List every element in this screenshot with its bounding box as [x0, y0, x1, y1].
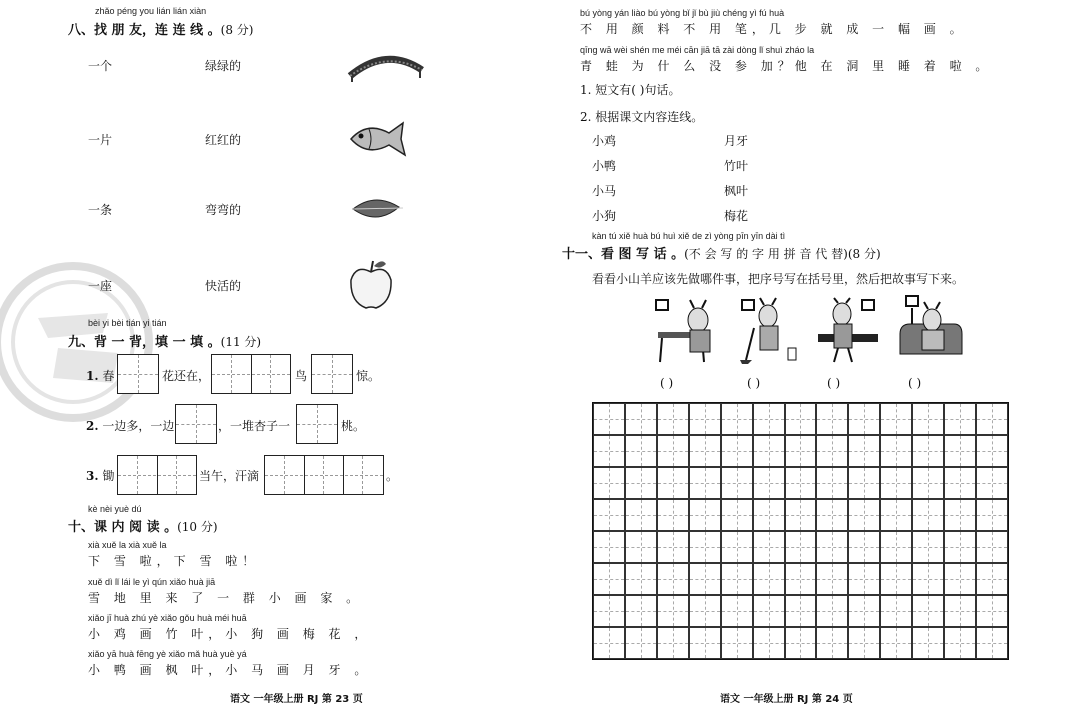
grid-cell[interactable]	[976, 499, 1008, 531]
grid-cell[interactable]	[593, 627, 625, 659]
grid-cell[interactable]	[721, 499, 753, 531]
grid-cell[interactable]	[689, 627, 721, 659]
s8-title	[68, 19, 253, 38]
s9-pinyin: bèi yi bèi tián yi tián	[88, 318, 167, 328]
grid-cell[interactable]	[721, 435, 753, 467]
s9-q1-a: 春	[102, 369, 115, 383]
reading-pinyin: xiǎo jī huà zhú yè xiǎo gǒu huà méi huā	[88, 613, 247, 623]
grid-cell[interactable]	[944, 627, 976, 659]
match-col2-item: 竹叶	[724, 159, 749, 173]
grid-cell[interactable]	[753, 499, 785, 531]
s10-pinyin: kè nèi yuè dú	[88, 504, 142, 514]
order-answer[interactable]: ( )	[827, 376, 841, 390]
s9-q3-prefix	[86, 467, 114, 484]
grid-cell[interactable]	[657, 403, 689, 435]
s9-q1-prefix	[86, 367, 114, 384]
leaf-icon	[351, 196, 403, 222]
s9-score: (11 分)	[220, 335, 262, 349]
s9-title-text: 九、背 一 背，填 一 填 。	[68, 335, 221, 350]
writing-grid[interactable]	[592, 402, 1009, 660]
grid-cell[interactable]	[657, 531, 689, 563]
reading-pinyin: xià xuě la xià xuě la	[88, 540, 167, 550]
match-col2-item: 月牙	[724, 134, 749, 148]
answer-box[interactable]	[175, 404, 217, 444]
grid-cell[interactable]	[976, 467, 1008, 499]
grid-cell[interactable]	[625, 531, 657, 563]
s8-col2-item: 红红的	[205, 133, 242, 147]
grid-cell[interactable]	[848, 531, 880, 563]
s8-col1-item: 一条	[88, 203, 113, 217]
grid-cell[interactable]	[721, 627, 753, 659]
grid-cell[interactable]	[625, 435, 657, 467]
answer-box[interactable]	[211, 354, 291, 394]
grid-cell[interactable]	[625, 403, 657, 435]
right-q1: 1. 短文有( )句话。	[580, 83, 681, 97]
grid-cell[interactable]	[593, 563, 625, 595]
s8-col1-item: 一个	[88, 59, 113, 73]
s11-title-text: 十一、看 图 写 话 。	[562, 247, 685, 262]
grid-cell[interactable]	[912, 499, 944, 531]
s11-pinyin: kàn tú xiě huà bú huì xiě de zì yòng pīn yīn dài tì	[592, 231, 786, 241]
grid-cell[interactable]	[944, 563, 976, 595]
match-col2-item: 梅花	[724, 209, 749, 223]
reading-pinyin: xuě dì lǐ lái le yì qún xiǎo huà jiā	[88, 577, 216, 587]
grid-cell[interactable]	[689, 467, 721, 499]
fish-icon	[347, 119, 407, 159]
grid-cell[interactable]	[816, 467, 848, 499]
grid-cell[interactable]	[689, 595, 721, 627]
answer-box[interactable]	[117, 455, 197, 495]
grid-cell[interactable]	[593, 467, 625, 499]
s9-q2-num: 2.	[86, 419, 99, 433]
s8-col2-item: 快活的	[205, 279, 242, 293]
s8-col2-item: 绿绿的	[205, 59, 242, 73]
grid-cell[interactable]	[848, 403, 880, 435]
grid-cell[interactable]	[880, 499, 912, 531]
grid-cell[interactable]	[880, 403, 912, 435]
grid-cell[interactable]	[721, 467, 753, 499]
grid-cell[interactable]	[880, 595, 912, 627]
grid-cell[interactable]	[976, 531, 1008, 563]
grid-cell[interactable]	[944, 435, 976, 467]
answer-box[interactable]	[117, 354, 159, 394]
grid-cell[interactable]	[912, 627, 944, 659]
s10-title	[68, 516, 218, 535]
reading-pinyin: bú yòng yán liào bú yòng bǐ jǐ bù jiù chéng yì fú huà	[580, 8, 785, 18]
grid-cell[interactable]	[721, 531, 753, 563]
grid-cell[interactable]	[976, 595, 1008, 627]
reading-line: 不 用 颜 料 不 用 笔，几 步 就 成 一 幅 画 。	[580, 22, 967, 36]
s9-q3-c: 。	[386, 469, 399, 483]
order-answer[interactable]: ( )	[908, 376, 922, 390]
grid-cell[interactable]	[976, 403, 1008, 435]
grid-cell[interactable]	[689, 531, 721, 563]
grid-cell[interactable]	[753, 435, 785, 467]
s8-score: (8 分)	[220, 23, 254, 37]
goat-sweeping-icon	[740, 298, 804, 366]
answer-box[interactable]	[311, 354, 353, 394]
grid-cell[interactable]	[785, 627, 817, 659]
grid-cell[interactable]	[848, 563, 880, 595]
s9-q1-c: 鸟	[295, 369, 308, 383]
answer-box[interactable]	[296, 404, 338, 444]
grid-cell[interactable]	[848, 435, 880, 467]
grid-cell[interactable]	[848, 627, 880, 659]
grid-cell[interactable]	[593, 499, 625, 531]
s9-q1-d: 惊。	[356, 369, 381, 383]
grid-cell[interactable]	[593, 595, 625, 627]
grid-cell[interactable]	[721, 563, 753, 595]
grid-cell[interactable]	[689, 499, 721, 531]
s9-q1-b: 花还在，	[162, 369, 211, 383]
match-col1-item: 小马	[592, 184, 617, 198]
s10-title-text: 十、课 内 阅 读 。	[68, 520, 178, 535]
apple-icon	[348, 258, 394, 310]
s9-q3-a: 锄	[102, 469, 115, 483]
grid-cell[interactable]	[689, 403, 721, 435]
bridge-icon	[348, 48, 424, 82]
grid-cell[interactable]	[753, 467, 785, 499]
grid-cell[interactable]	[625, 595, 657, 627]
grid-cell[interactable]	[785, 435, 817, 467]
grid-cell[interactable]	[880, 627, 912, 659]
grid-cell[interactable]	[816, 595, 848, 627]
grid-cell[interactable]	[753, 531, 785, 563]
grid-cell[interactable]	[912, 403, 944, 435]
s11-score: (8 分)	[847, 247, 881, 261]
grid-cell[interactable]	[593, 531, 625, 563]
grid-cell[interactable]	[785, 595, 817, 627]
grid-cell[interactable]	[721, 403, 753, 435]
grid-cell[interactable]	[816, 499, 848, 531]
grid-cell[interactable]	[880, 563, 912, 595]
grid-cell[interactable]	[944, 403, 976, 435]
grid-cell[interactable]	[689, 563, 721, 595]
grid-cell[interactable]	[816, 435, 848, 467]
grid-cell[interactable]	[944, 531, 976, 563]
reading-pinyin: qīng wā wèi shén me méi cān jiā tā zài dòng lǐ shuì zháo la	[580, 45, 815, 55]
grid-cell[interactable]	[944, 467, 976, 499]
s9-q2-c: 桃。	[341, 419, 366, 433]
grid-cell[interactable]	[944, 595, 976, 627]
grid-cell[interactable]	[912, 563, 944, 595]
s9-q1-num: 1.	[86, 369, 99, 383]
grid-cell[interactable]	[785, 531, 817, 563]
s8-col2-item: 弯弯的	[205, 203, 242, 217]
grid-cell[interactable]	[785, 403, 817, 435]
grid-cell[interactable]	[880, 467, 912, 499]
grid-cell[interactable]	[976, 563, 1008, 595]
grid-cell[interactable]	[657, 627, 689, 659]
s8-pinyin: zhǎo péng you lián lián xiàn	[95, 6, 207, 16]
s8-title-text: 八、找 朋 友，连 连 线 。	[68, 23, 221, 38]
grid-cell[interactable]	[785, 563, 817, 595]
page-footer-right: 语文 一年级上册 RJ 第 24 页	[720, 694, 853, 705]
s8-col1-item: 一座	[88, 279, 113, 293]
grid-cell[interactable]	[785, 499, 817, 531]
grid-cell[interactable]	[816, 627, 848, 659]
reading-line: 下 雪 啦，下 雪 啦！	[88, 554, 260, 568]
grid-cell[interactable]	[816, 563, 848, 595]
grid-cell[interactable]	[976, 435, 1008, 467]
page-footer-left: 语文 一年级上册 RJ 第 23 页	[230, 694, 363, 705]
goat-sofa-icon	[900, 294, 964, 366]
s9-title	[68, 331, 261, 350]
grid-cell[interactable]	[753, 563, 785, 595]
grid-cell[interactable]	[721, 595, 753, 627]
match-col2-item: 枫叶	[724, 184, 749, 198]
s9-q2-prefix	[86, 417, 174, 434]
s9-q2-b: ，一堆杏子一	[218, 419, 291, 433]
grid-cell[interactable]	[848, 467, 880, 499]
grid-cell[interactable]	[689, 435, 721, 467]
grid-cell[interactable]	[625, 563, 657, 595]
grid-cell[interactable]	[880, 531, 912, 563]
grid-cell[interactable]	[816, 531, 848, 563]
grid-cell[interactable]	[593, 403, 625, 435]
grid-cell[interactable]	[944, 499, 976, 531]
grid-cell[interactable]	[657, 595, 689, 627]
grid-cell[interactable]	[657, 435, 689, 467]
reading-line: 小 鸡 画 竹 叶，小 狗 画 梅 花 ，	[88, 627, 372, 641]
grid-cell[interactable]	[848, 499, 880, 531]
s11-title	[562, 243, 881, 262]
grid-cell[interactable]	[657, 467, 689, 499]
goat-window-icon	[818, 298, 882, 366]
right-q2: 2. 根据课文内容连线。	[580, 110, 704, 124]
match-col1-item: 小鸭	[592, 159, 617, 173]
grid-cell[interactable]	[848, 595, 880, 627]
grid-cell[interactable]	[753, 595, 785, 627]
goat-desk-icon	[654, 298, 718, 366]
s11-sub: (不 会 写 的 字 用 拼 音 代 替)	[684, 247, 848, 261]
grid-cell[interactable]	[880, 435, 912, 467]
reading-line: 青 蛙 为 什 么 没 参 加？他 在 洞 里 睡 着 啦 。	[580, 59, 993, 73]
grid-cell[interactable]	[912, 435, 944, 467]
grid-cell[interactable]	[912, 467, 944, 499]
reading-pinyin: xiǎo yā huà fēng yè xiǎo mǎ huà yuè yá	[88, 649, 247, 659]
grid-cell[interactable]	[753, 627, 785, 659]
grid-cell[interactable]	[785, 467, 817, 499]
s10-score: (10 分)	[177, 520, 218, 534]
grid-cell[interactable]	[625, 627, 657, 659]
grid-cell[interactable]	[912, 595, 944, 627]
grid-cell[interactable]	[593, 435, 625, 467]
s9-q3-b: 当午，汗滴	[199, 469, 260, 483]
match-col1-item: 小狗	[592, 209, 617, 223]
order-answer[interactable]: ( )	[747, 376, 761, 390]
grid-cell[interactable]	[976, 627, 1008, 659]
grid-cell[interactable]	[625, 499, 657, 531]
grid-cell[interactable]	[912, 531, 944, 563]
grid-cell[interactable]	[753, 403, 785, 435]
grid-cell[interactable]	[816, 403, 848, 435]
answer-box[interactable]	[264, 455, 384, 495]
grid-cell[interactable]	[657, 499, 689, 531]
grid-cell[interactable]	[657, 563, 689, 595]
s8-col1-item: 一片	[88, 133, 113, 147]
s11-instruction: 看看小山羊应该先做哪件事，把序号写在括号里，然后把故事写下来。	[592, 272, 965, 286]
reading-line: 小 鸭 画 枫 叶，小 马 画 月 牙 。	[88, 663, 372, 677]
order-answer[interactable]: ( )	[660, 376, 674, 390]
reading-line: 雪 地 里 来 了 一 群 小 画 家 。	[88, 591, 364, 605]
grid-cell[interactable]	[625, 467, 657, 499]
match-col1-item: 小鸡	[592, 134, 617, 148]
s9-q3-num: 3.	[86, 469, 99, 483]
s9-q2-a: 一边多，一边	[102, 419, 175, 433]
